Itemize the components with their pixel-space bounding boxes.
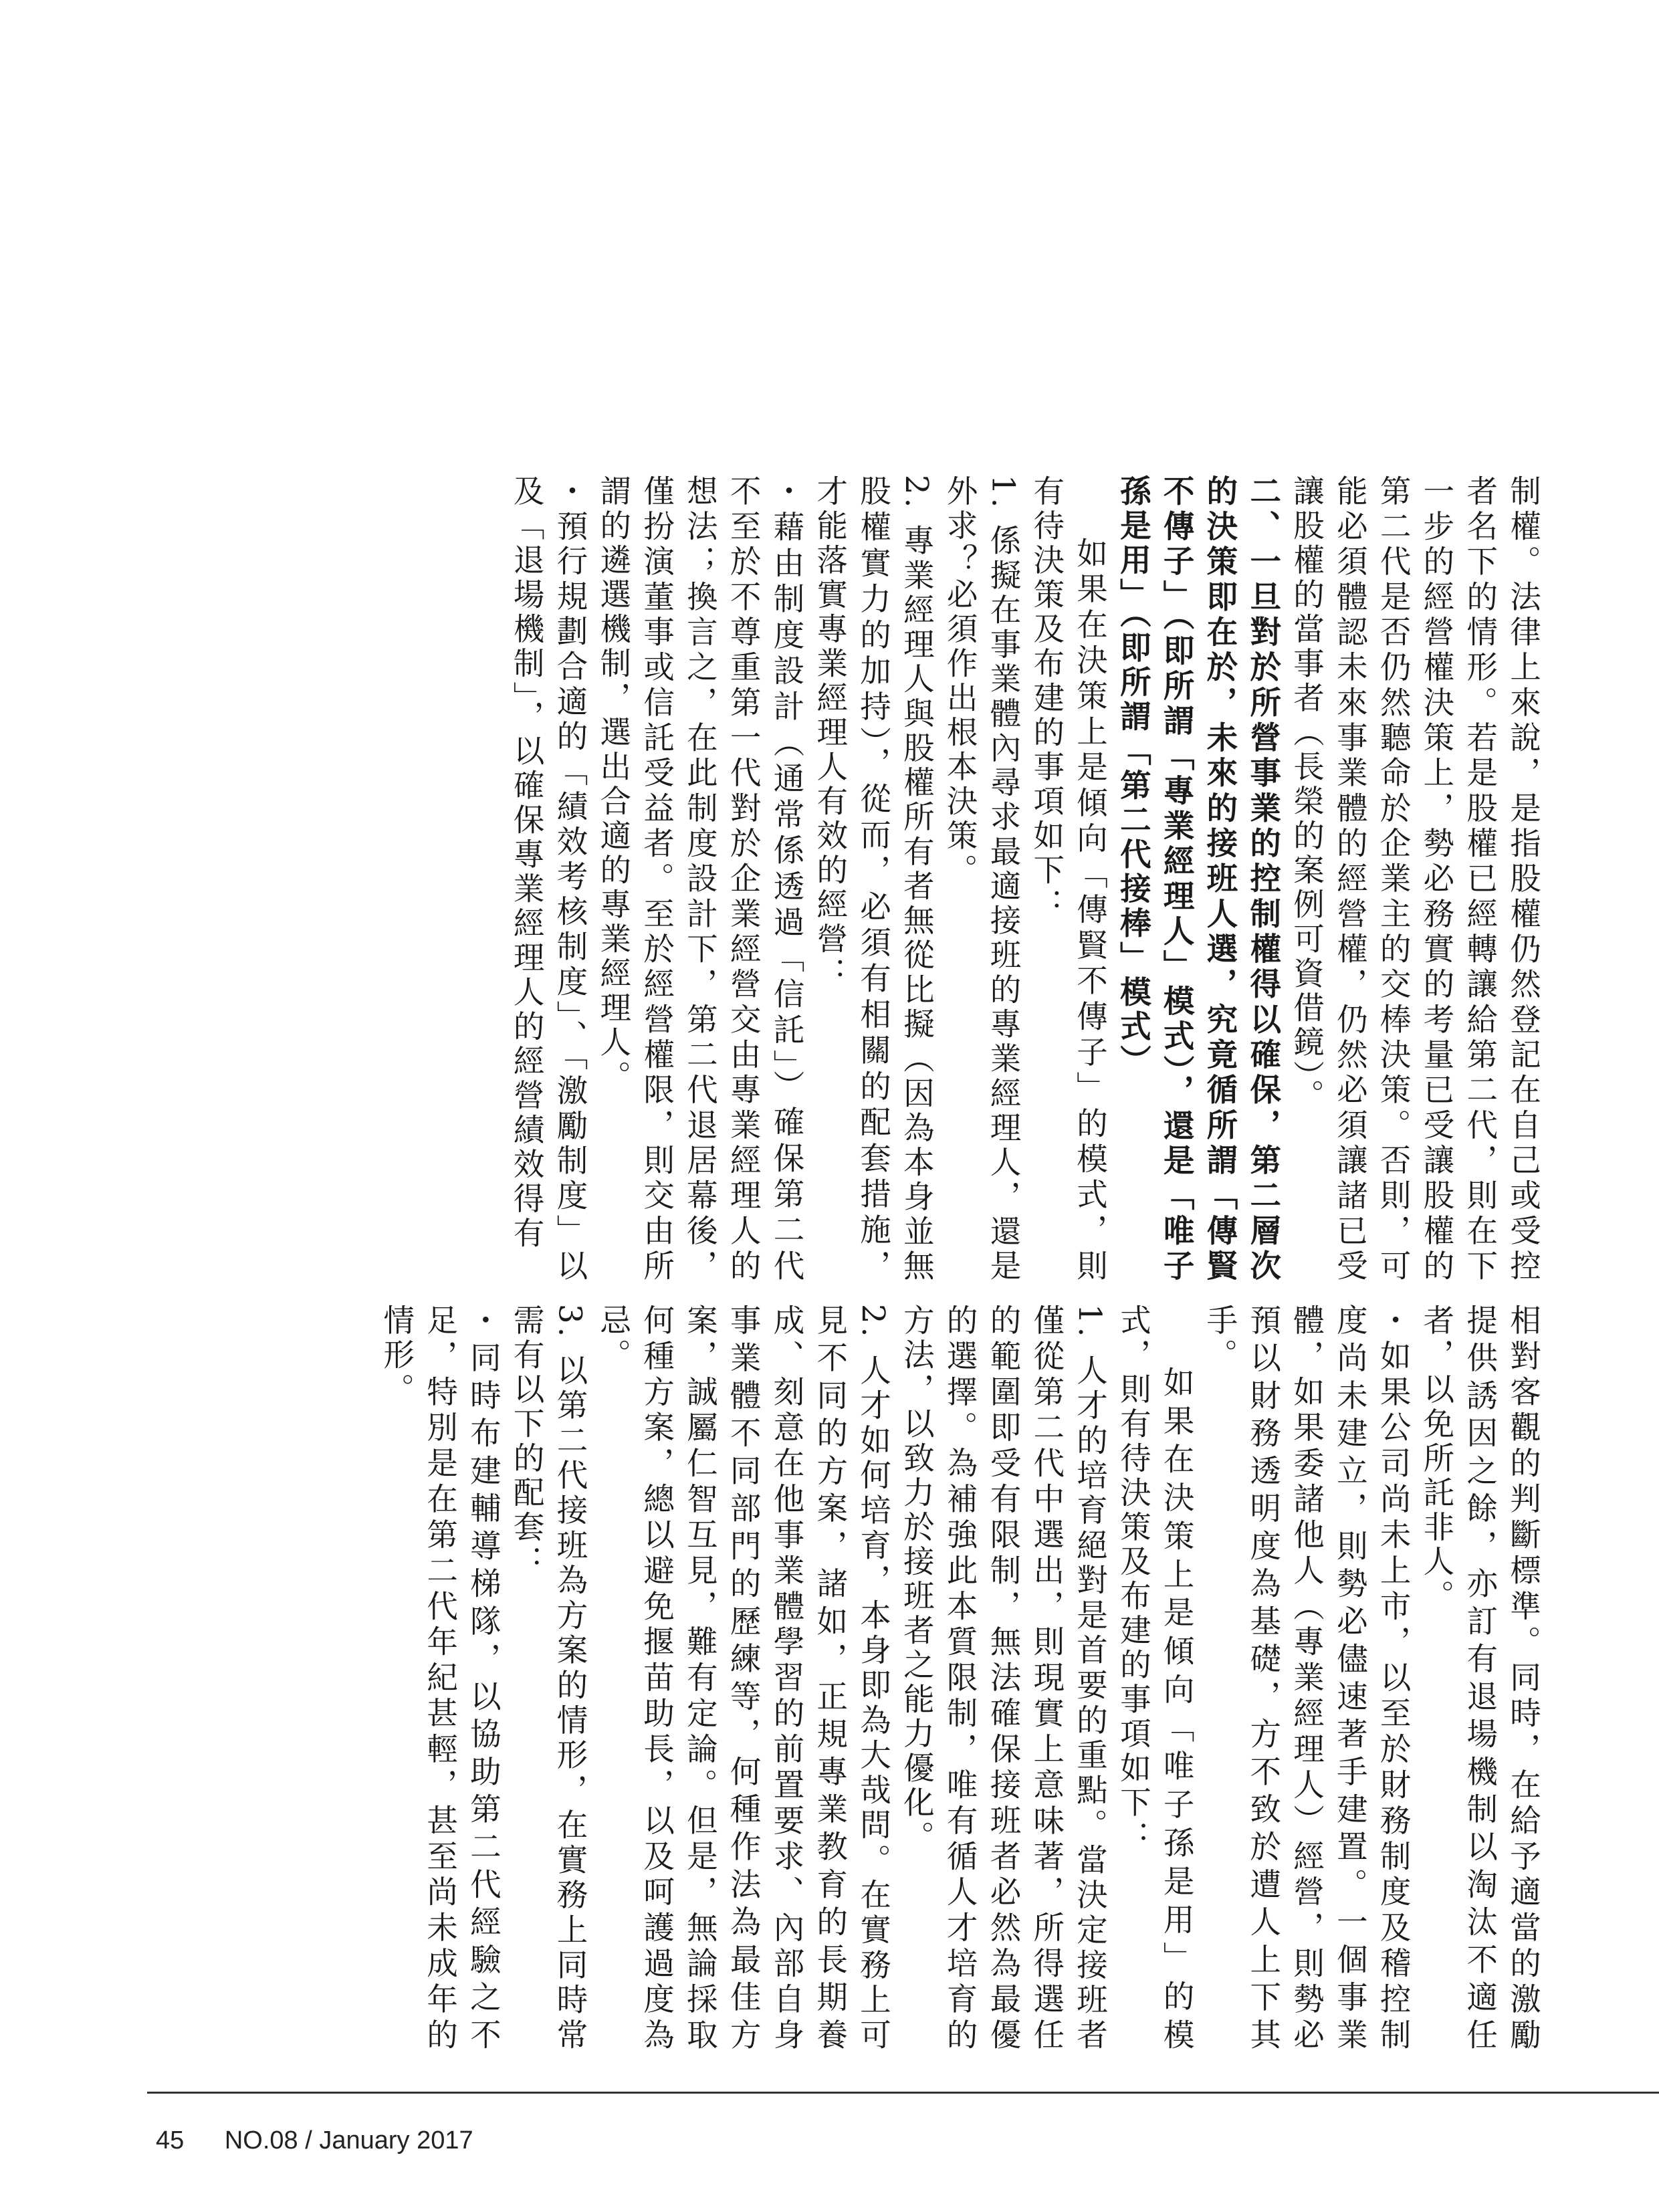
bullet-item: ・預行規劃合適的「績效考核制度」、「激勵制度」以及「退場機制」，以確保專業經理人的經營績效得有: [508, 475, 588, 1284]
footer: [156, 2126, 473, 2155]
article-column-bottom: [147, 1304, 1545, 2053]
section-heading: 二、一旦對於所營事業的控制權得以確保，第二層次的決策即在於，未來的接班人選，究竟循所謂「傳賢不傳子」（即所謂「專業經理人」模式），還是「唯子孫是用」（即所謂「第二代接棒」模式）: [1115, 475, 1283, 1284]
paragraph: 制權。法律上來說，是指股權仍然登記在自己或受控者名下的情形。若是股權已經轉讓給第二代，則在下一步的經營權決策上，勢必務實的考量已受讓股權的第二代是否仍然聽命於企業主的交棒決策。否則，可能必須體認未來事業體的經營權，仍然必須讓諸已受讓股權的當事者（長榮的案例可資借鏡）。: [1289, 475, 1541, 1284]
bullet-item: ・同時布建輔導梯隊，以協助第二代經驗之不足，特別是在第二代年紀甚輕，甚至尚未成年的情形。: [378, 1304, 502, 2053]
paragraph: 如果在決策上是傾向「唯子孫是用」的模式，則有待決策及布建的事項如下：: [1115, 1304, 1195, 2053]
bullet-item: ・如果公司尚未上市，以至於財務制度及稽控制度尚未建立，則勢必儘速著手建置。一個事業體，如果委諸他人（專業經理人）經營，則勢必預以財務透明度為基礎，方不致於遭人上下其手。: [1202, 1304, 1412, 2053]
list-item: 1. 係擬在事業體內尋求最適接班的專業經理人，還是外求？必須作出根本決策。: [942, 475, 1022, 1284]
page-number: 45: [156, 2126, 185, 2154]
article-column-top: [147, 475, 1545, 1284]
paragraph: 相對客觀的判斷標準。同時，在給予適當的激勵提供誘因之餘，亦訂有退場機制以淘汰不適任者，以免所託非人。: [1418, 1304, 1541, 2053]
issue-label: NO.08 / January 2017: [224, 2126, 473, 2154]
footer-rule: [147, 2092, 1659, 2094]
paragraph: 如果在決策上是傾向「傳賢不傳子」的模式，則有待決策及布建的事項如下：: [1028, 475, 1109, 1284]
list-item: 3. 以第二代接班為方案的情形，在實務上同時常需有以下的配套：: [508, 1304, 588, 2053]
list-item: 2. 人才如何培育，本身即為大哉問。在實務上可見不同的方案，諸如，正規專業教育的長期養成、刻意在他事業體學習的前置要求、內部自身事業體不同部門的歷練等，何種作法為最佳方案，誠屬仁智互見，難有定論。但是，無論採取何種方案，總以避免揠苗助長，以及呵護過度為忌。: [595, 1304, 892, 2053]
bullet-item: ・藉由制度設計（通常係透過「信託」）確保第二代不至於不尊重第一代對於企業經營交由專業經理人的想法；換言之，在此制度設計下，第二代退居幕後，僅扮演董事或信託受益者。至於經營權限，則交由所謂的遴選機制，選出合適的專業經理人。: [595, 475, 805, 1284]
list-item: 2. 專業經理人與股權所有者無從比擬（因為本身並無股權實力的加持），從而，必須有相關的配套措施，才能落實專業經理人有效的經營：: [812, 475, 935, 1284]
list-item: 1. 人才的培育絕對是首要的重點。當決定接班者僅從第二代中選出，則現實上意味著，所得選任的範圍即受有限制，無法確保接班者必然為最優的選擇。為補強此本質限制，唯有循人才培育的方法，以致力於接班者之能力優化。: [898, 1304, 1109, 2053]
